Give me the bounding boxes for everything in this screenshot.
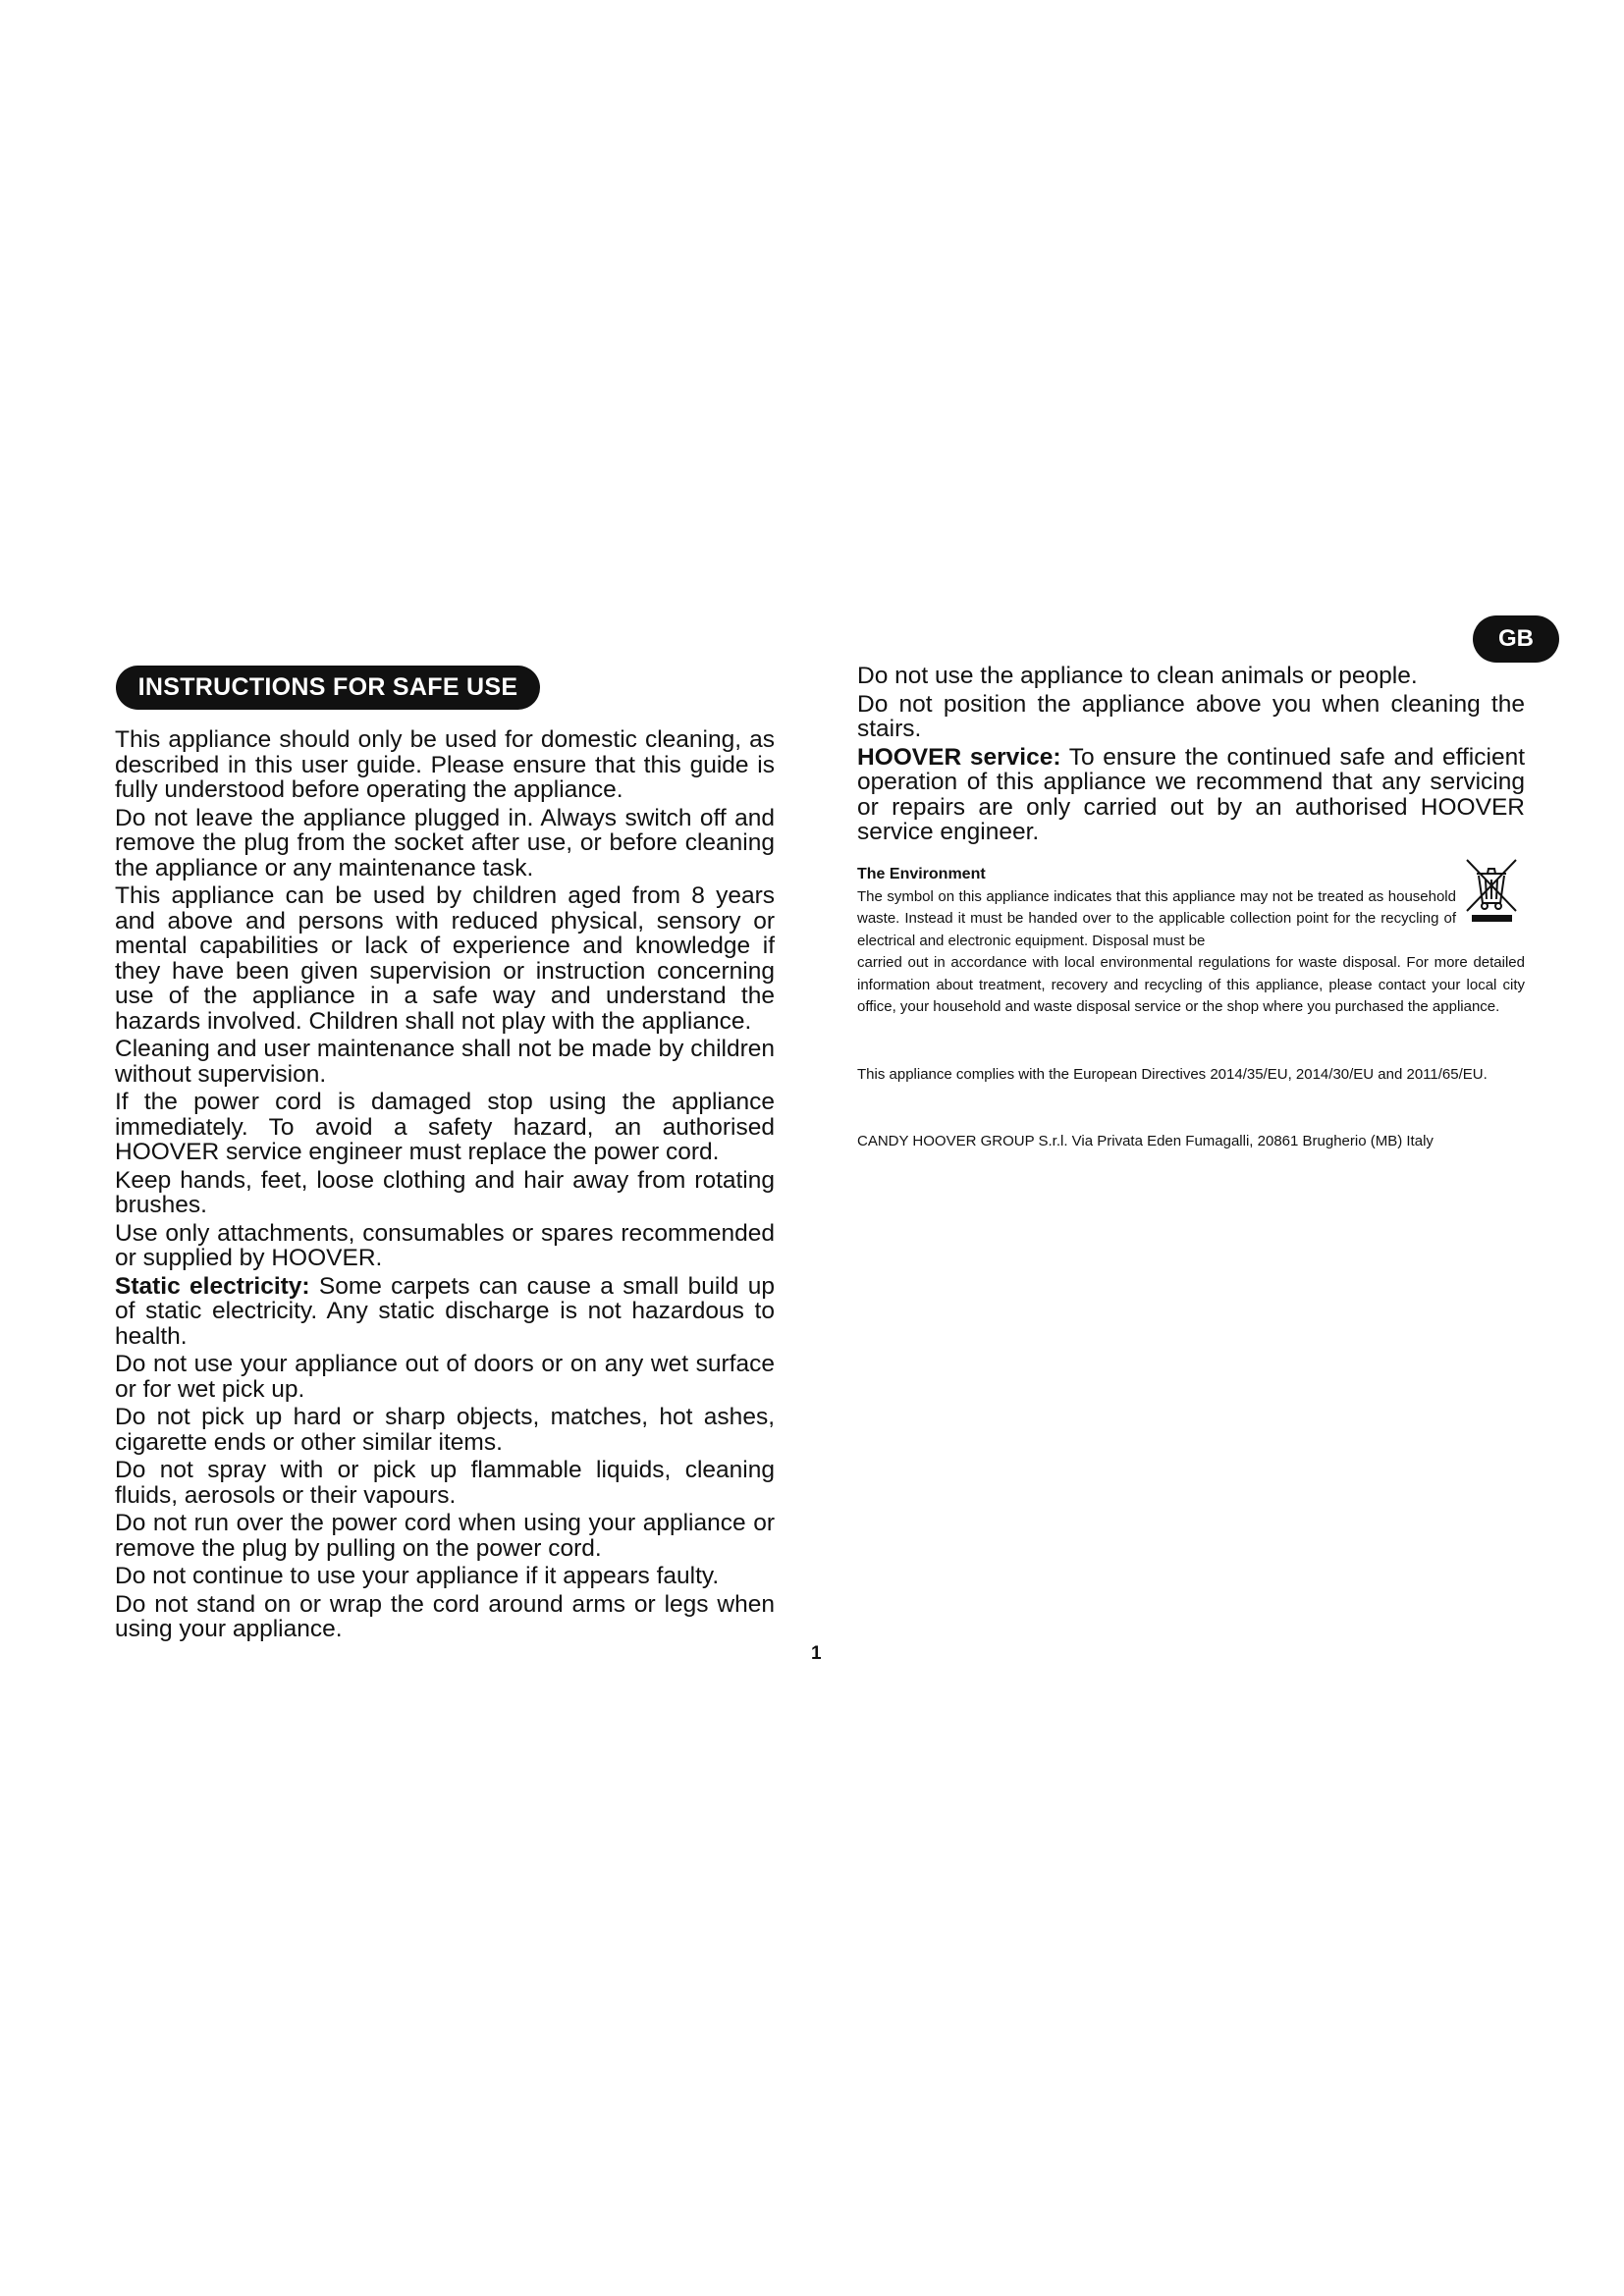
- language-badge: GB: [1473, 615, 1559, 663]
- paragraph: Do not continue to use your appliance if it appears faulty.: [115, 1563, 720, 1589]
- page-number: 1: [811, 1643, 822, 1664]
- paragraph: Keep hands, feet, loose clothing and hair away from rotating brushes.: [115, 1166, 775, 1218]
- hoover-service-paragraph: [857, 745, 1525, 845]
- crossed-out-bin-icon: [1461, 852, 1522, 925]
- environment-text-narrow: The symbol on this appliance indicates that this appliance may not be treated as household waste. Instead it must be handed over to the applicable collection point for the recycling of electrical and electronic equipment. Disposal must be: [857, 887, 1456, 949]
- paragraph: This appliance can be used by children aged from 8 years and above and persons with reduced physical, sensory or mental capabilities or lack of experience and knowledge if they have been given supervision or instruction concerning use of the appliance in a safe way and understand the hazards involved. Children shall not play with the appliance.: [115, 882, 775, 1035]
- hoover-service-text: To ensure the continued safe and efficient operation of this appliance we recommend that any servicing or repairs are only carried out by an authorised HOOVER service engineer.: [857, 743, 1525, 845]
- environment-title: The Environment: [857, 866, 986, 882]
- static-electricity-paragraph: [115, 1274, 775, 1350]
- static-electricity-lead: Static electricity:: [115, 1272, 310, 1300]
- paragraph: Do not position the appliance above you when cleaning the stairs.: [857, 690, 1525, 742]
- environment-section: [857, 864, 1525, 1019]
- section-heading: INSTRUCTIONS FOR SAFE USE: [116, 666, 540, 710]
- environment-text-rest: carried out in accordance with local environmental regulations for waste disposal. For more detailed information about treatment, recovery and recycling of this appliance, please contact your local city office, your household and waste disposal service or the shop where you purchased the appliance.: [857, 954, 1525, 1015]
- paragraph: Do not stand on or wrap the cord around arms or legs when using your appliance.: [115, 1590, 775, 1642]
- left-column: [115, 727, 775, 1645]
- paragraph: Do not run over the power cord when using your appliance or remove the plug by pulling on the power cord.: [115, 1510, 775, 1562]
- paragraph: This appliance should only be used for domestic cleaning, as described in this user guide. Please ensure that this guide is fully understood before operating the appliance.: [115, 726, 775, 803]
- static-electricity-text: Some carpets can cause a small build up of static electricity. Any static discharge is not hazardous to health.: [115, 1272, 775, 1350]
- paragraph: Do not use the appliance to clean animals or people.: [857, 663, 1418, 689]
- paragraph: Do not pick up hard or sharp objects, matches, hot ashes, cigarette ends or other similar items.: [115, 1404, 775, 1456]
- paragraph: If the power cord is damaged stop using the appliance immediately. To avoid a safety hazard, an authorised HOOVER service engineer must replace the power cord.: [115, 1089, 775, 1165]
- right-column: [857, 664, 1525, 848]
- hoover-service-lead: HOOVER service:: [857, 743, 1061, 771]
- paragraph: Cleaning and user maintenance shall not be made by children without supervision.: [115, 1036, 775, 1088]
- company-address: CANDY HOOVER GROUP S.r.l. Via Privata Eden Fumagalli, 20861 Brugherio (MB) Italy: [857, 1133, 1434, 1149]
- environment-text: [857, 886, 1525, 1019]
- directives-text: This appliance complies with the European Directives 2014/35/EU, 2014/30/EU and 2011/65/EU.: [857, 1066, 1488, 1083]
- paragraph: Do not spray with or pick up flammable liquids, cleaning fluids, aerosols or their vapours.: [115, 1457, 775, 1509]
- paragraph: Do not leave the appliance plugged in. Always switch off and remove the plug from the socket after use, or before cleaning the appliance or any maintenance task.: [115, 804, 775, 881]
- paragraph: Use only attachments, consumables or spares recommended or supplied by HOOVER.: [115, 1219, 775, 1271]
- paragraph: Do not use your appliance out of doors or on any wet surface or for wet pick up.: [115, 1351, 775, 1403]
